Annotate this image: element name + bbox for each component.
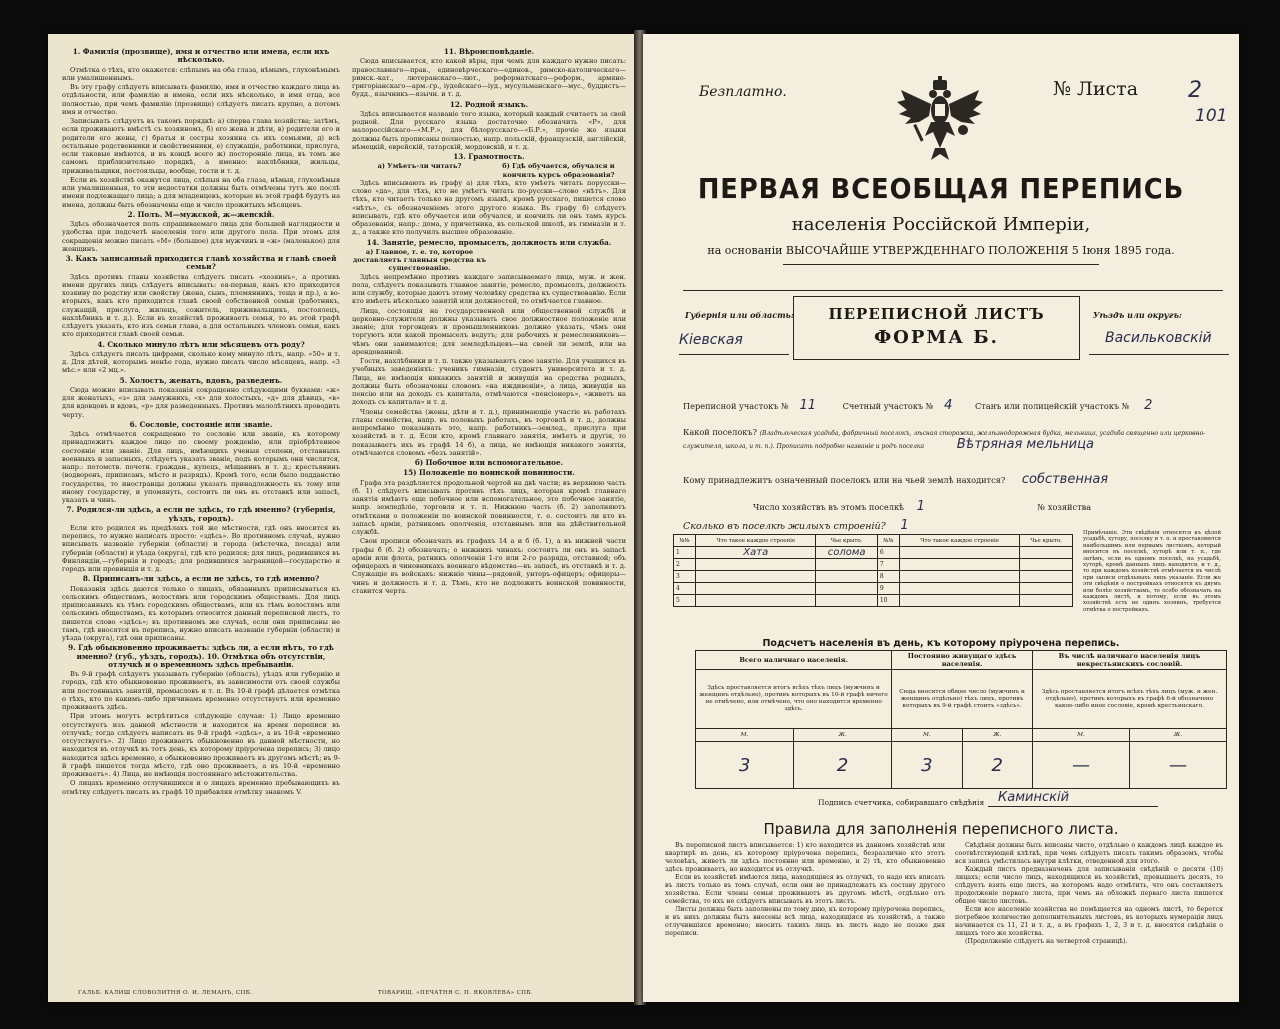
- instructions-column-1: [62, 46, 340, 958]
- census-basis: на основаніи ВЫСОЧАЙШЕ УТВЕРЖДЕННАГО ПОЛОЖЕНІЯ 5 Іюня 1895 года.: [707, 244, 1175, 257]
- count-col-nonpeasant-desc: Здѣсь проставляется итогъ всѣхъ тѣхъ лицъ (муж. и жен. отдѣльно), противъ которыхъ въ графѣ 6-й обозначено какое-либо иное сословіе, кромѣ крестьянскаго.: [1032, 670, 1226, 729]
- census-district-line: Переписной участокъ № 11 Счетный участокъ № 4 Станъ или полицейскій участокъ № 2: [683, 398, 1153, 413]
- buildings-empty-cell: [1020, 559, 1073, 571]
- rules-paragraph: Если все населеніе хозяйства не помѣщается на одномъ листѣ, то берется потребное количество дополнительныхъ листовъ, въ которыхъ нумерація лицъ начинается съ 11, 21 и т. д., а въ графахъ 1, 2, 3 и т. д. вносятся свѣдѣнія о лицахъ того же хозяйства.: [955, 906, 1223, 937]
- census-subtitle: населенія Россійской Имперіи,: [791, 214, 1091, 235]
- building-roof-hw: [816, 559, 877, 571]
- households-count-line: Число хозяйствъ въ этомъ поселкѣ 1 № хозяйства: [753, 499, 1092, 514]
- rules-paragraph: Въ переписной листъ вписывается: 1) кто находится въ данномъ хозяйствѣ или квартирѣ въ день, къ которому пріурочена перепись, безразлично кто этотъ человѣкъ, живетъ ли здѣсь постоянно или временно, и 2) тѣ, кто обыкновенно здѣсь проживаетъ, но находится въ отлучкѣ.: [665, 842, 945, 873]
- instruction-heading: 6. Сословіе, состояніе или званіе.: [129, 419, 273, 429]
- sheet-extra-handwritten: 101: [1195, 106, 1228, 126]
- settlement-type-hw: Вѣтряная мельница: [956, 437, 1094, 452]
- buildings-empty-cell: [899, 583, 1019, 595]
- uezd-label: Уѣздъ или округъ:: [1093, 310, 1182, 320]
- mf-label: М.: [696, 729, 794, 742]
- instruction-paragraph: Здѣсь противъ главы хозяйства слѣдуетъ писать «хозяинъ», а противъ имени другихъ лицъ слѣдуетъ вписывать: ея-первыя, какъ кто приходится хозяину по родству или свойству (жена, сынъ, племянникъ, теща и пр.), а во-вторыхъ, какъ кто приходится главѣ своей собственной семьи (работникъ, служащій, прислуга, жилецъ, сожитель, приживальщикъ, постоялецъ, нахлѣбникъ и т. д.). Если въ хозяйствѣ проживаетъ семья, то въ этой графѣ слѣдуетъ указать, кто изъ семьи глава, а для остальныхъ членовъ семьи, какъ кто приходится главѣ своей семьи.: [62, 272, 340, 339]
- building-roof-hw: [816, 583, 877, 595]
- building-type-hw: [696, 595, 816, 607]
- building-number: 2: [674, 559, 696, 571]
- instruction-paragraph: Здѣсь обозначается полъ спрашиваемаго лица для большей наглядности и удобства при подсчетѣ населенія того или другого пола. При этомъ для сокращенія можно писать «М» (большое) для мужчинъ и «ж» (маленькое) для женщинъ.: [62, 220, 340, 253]
- building-number: 5: [674, 595, 696, 607]
- count-value-nonpeasant-f: —: [1129, 742, 1226, 789]
- building-number: 6: [877, 547, 899, 559]
- count-col-resident-head: Постоянно живущаго здѣсь населенія.: [892, 651, 1033, 670]
- enumerator-signature-label: Подпись счетчика, собиравшаго свѣдѣнія: [818, 798, 985, 807]
- buildings-row: [674, 559, 1073, 571]
- building-number: 4: [674, 583, 696, 595]
- rules-paragraph: Свѣдѣнія должны быть вписаны чисто, отдѣльно о каждомъ лицѣ каждое въ соотвѣтствующей клѣткѣ, при чемъ слѣдуетъ писать такимъ образомъ, чтобы вся запись умѣстилась внутри клѣтки, отведенной для этого.: [955, 842, 1223, 865]
- census-district-hw: 11: [799, 398, 817, 413]
- owner-line: Кому принадлежитъ означенный поселокъ или на чьей землѣ находится? собственная: [683, 472, 1109, 487]
- instruction-heading: 1. Фамилія (прозвище), имя и отчество или имена, если ихъ нѣсколько.: [72, 47, 330, 65]
- count-value-resident-f: 2: [962, 742, 1032, 789]
- rules-paragraph: Если въ хозяйствѣ имѣются лица, находящіяся въ отлучкѣ, то надо ихъ вписать въ листъ только въ томъ случаѣ, если они не принадлежатъ къ составу другого хозяйства. Если члены семьи проживаютъ въ другомъ мѣстѣ, отдѣльно отъ семейства, то ихъ не слѣдуетъ вписывать въ этотъ листъ.: [665, 874, 945, 905]
- buildings-empty-cell: [1020, 583, 1073, 595]
- instruction-paragraph: Здѣсь слѣдуетъ писать цифрами, сколько кому минуло лѣтъ, напр. «50» и т. д. Для дѣтей, которымъ менѣе года, нужно писать число мѣсяцевъ, напр. «3 мѣс.» или «2 мц.».: [62, 349, 340, 375]
- building-type-hw: [696, 571, 816, 583]
- building-type-hw: Хата: [696, 547, 816, 559]
- buildings-note: Примѣчаніе. Эти свѣдѣнія относятся къ цѣлой усадьбѣ, хутору, поселку и т. п. и проставляются наибольшимъ или первымъ листкомъ, который вносится въ поселкѣ, хуторѣ или т. п., где затѣмъ, если въ одномъ поселкѣ, на усадьбѣ, хуторѣ, кромѣ данныхъ лицъ находится, и т. д., то при каждомъ хозяйствѣ отмѣчается въ числѣ при записи отдѣльныхъ лицъ указаніе. Если же эти свѣдѣнія о постройкахъ относятся къ двумъ или болѣе хозяйствамъ, то особо обозначать на каждомъ листѣ, и потому, если въ этомъ хозяйствѣ есть не одинъ хозяинъ, требуется отмѣтка о постройкахъ.: [1083, 530, 1221, 613]
- population-count-table: [695, 650, 1227, 789]
- instruction-paragraph: Сюда вписывается, кто какой вѣры, при чемъ для каждаго нужно писать: православнаго—прав., единовѣрческаго—единов., римско-католическаго—римск.-кат., лютеранскаго—лют., реформатскаго—реформ., армяно-григоріанскаго—арм.-гр., іудейскаго—іуд., мусульманскаго—мус., буддистъ—будд., язычникъ—язычн. и т. д.: [352, 57, 626, 99]
- instruction-paragraph: О лицахъ временно отлучившихся и о лицахъ временно пребывающихъ въ отмѣтку слѣдуетъ писать въ графѣ 10 прибавляя отмѣтку знакомъ V.: [62, 779, 340, 796]
- instruction-paragraph: Въ эту графу слѣдуетъ вписывать фамилію, имя и отчество каждаго лица въ отдѣльности, или фамилію и имена, если ихъ нѣсколько, и имя отца, все полностью, при чемъ фамилію (прозвище) слѣдуетъ писать крупно, а потомъ имя и отчество.: [62, 83, 340, 116]
- police-district-hw: 2: [1144, 398, 1153, 413]
- right-page: [643, 34, 1239, 1002]
- building-roof-hw: [816, 595, 877, 607]
- count-value-resident-m: 3: [892, 742, 962, 789]
- mf-label: Ж.: [962, 729, 1032, 742]
- building-number: 9: [877, 583, 899, 595]
- count-value-total-f: 2: [794, 742, 892, 789]
- instruction-paragraph: Графа эта раздѣляется продольной чертой на двѣ части; въ верхнюю часть (б. 1) слѣдуетъ вписывать противъ тѣхъ лицъ, которыя кромѣ главнаго занятія имѣютъ еще побочное или вспомогательное, это побочное занятіе, напр. земледѣліе, торговля и т. п. Нижнюю часть (б. 2) заполняютъ отмѣтками о положеніи по воинской повинности, т. е. состоитъ ли кто въ запасѣ арміи, ратникомъ ополченія, отставнымъ или на дѣйствительной службѣ.: [352, 478, 626, 536]
- left-page: [48, 34, 636, 1002]
- free-label: Безплатно.: [699, 84, 787, 100]
- instruction-heading: 15) Положеніе по воинской повинности.: [403, 468, 575, 478]
- instruction-heading: 7. Родился-ли здѣсь, а если не здѣсь, то гдѣ именно? (губернія, уѣздъ, городъ).: [66, 505, 336, 523]
- imperial-eagle-emblem: [895, 76, 985, 166]
- guberniya-label: Губернія или область:: [685, 310, 794, 320]
- mf-label: М.: [892, 729, 962, 742]
- building-type-hw: [696, 559, 816, 571]
- instruction-paragraph: Сюда можно вписывать показанія сокращенно слѣдующими буквами: «ж» для женатыхъ, «з» для замужнихъ, «х» для холостыхъ, «д» для дѣвицъ, «в» для вдовцовъ и вдовъ, «р» для разведенныхъ. Противъ малолѣтнихъ проводить черту.: [62, 385, 340, 419]
- buildings-empty-cell: [1020, 595, 1073, 607]
- buildings-empty-cell: [899, 547, 1019, 559]
- printer-imprint-right: ТОВАРИЩ. «ПЕЧАТНЯ С. П. ЯКОВЛЕВА» СПБ.: [378, 990, 534, 996]
- uezd-handwritten: Васильковскiй: [1105, 330, 1212, 346]
- owner-hw: собственная: [1021, 472, 1109, 487]
- buildings-empty-cell: [1020, 547, 1073, 559]
- instruction-paragraph: Если въ хозяйствѣ окажутся лица, слѣпыя на оба глаза, нѣмыя, глухонѣмыя или умалишенныя, то эти недостатки должны быть отмѣчены тутъ же послѣ имени подлежащаго лица; а для младенцевъ, которые въ этой графѣ будутъ на имена, должны быть обозначены еще и число прожитыхъ мѣсяцевъ.: [62, 175, 340, 209]
- building-number: 10: [877, 595, 899, 607]
- mf-label: М.: [1032, 729, 1129, 742]
- buildings-row: [674, 571, 1073, 583]
- building-roof-hw: солома: [816, 547, 877, 559]
- instruction-paragraph: Гости, нахлѣбники и т. п. также указываютъ свое занятіе. Для учащихся въ учебныхъ заведеніяхъ: ученикъ гимназіи, студентъ университета и т. д. Лица, не имѣющія никакихъ занятій и живущія на средства родныхъ, должны быть обозначены словомъ «на иждивеніи», а лица, живущія на пенсію или на доходъ съ капитала, отмѣчаются «пенсіонеръ», «живетъ на доходъ съ капитала» и т. д.: [352, 357, 626, 407]
- enumerator-signature-hw: Каминскiй: [998, 790, 1070, 805]
- count-value-nonpeasant-m: —: [1032, 742, 1129, 789]
- instruction-heading: 12. Родной языкъ.: [449, 99, 529, 109]
- rules-column-2: [955, 842, 1223, 990]
- buildings-empty-cell: [899, 595, 1019, 607]
- count-col-total-head: Всего наличнаго населенія.: [696, 651, 892, 670]
- instruction-paragraph: Лица, состоящія на государственной или общественной службѣ и церковно-служители должны указывать свое должностное положеніе или званіе; для торговцевъ и промышленниковъ должно указать, чѣмъ они торгуютъ или какой промыселъ ведутъ; для рабочихъ и ремесленниковъ—чѣмъ они занимаются; для земледѣльцевъ—на своей ли землѣ, или на арендованной.: [352, 306, 626, 356]
- instruction-heading: 11. Вѣроисповѣданіе.: [443, 47, 535, 56]
- buildings-empty-cell: [899, 571, 1019, 583]
- rules-paragraph: Листы должны быть заполнены по тому дню, къ которому пріурочена перепись, и въ нихъ должны быть внесены всѣ лица, находящіяся въ хозяйствѣ, а также отлучившіяся временно; вносить такихъ лицъ въ листъ надо не позже дня переписи.: [665, 906, 945, 937]
- instruction-heading: 14. Занятіе, ремесло, промыселъ, должность или служба.: [366, 237, 612, 247]
- building-roof-hw: [816, 571, 877, 583]
- buildings-row: [674, 583, 1073, 595]
- instruction-paragraph: Здѣсь непремѣнно противъ каждаго записываемаго лица, муж. и жен. пола, слѣдуетъ показывать главное занятіе, ремесло, промыселъ, должность или службу, которые даютъ этому человѣку средства къ существованію. Если кто имѣетъ нѣсколько занятій или должностей, то отмѣчается главное.: [352, 272, 626, 306]
- buildings-table: №№ Что такое каждое строеніе Чье крыто. №№ Что такое каждое строеніе Чье крыто. 1 Хата солома 6 2 7 3 8 4 9 5 10: [673, 534, 1073, 607]
- rules-title: Правила для заполненія переписного листа.: [763, 820, 1119, 838]
- instruction-heading: 4. Сколько минуло лѣтъ или мѣсяцевъ отъ роду?: [97, 339, 305, 349]
- rules-paragraph: Каждый листъ предназначенъ для записыванія свѣдѣній о десяти (10) лицахъ; если число лицъ, находящихся въ хозяйствѣ, превышаетъ десять, то слѣдуетъ взять еще листъ, на которомъ надо отмѣтить, что онъ составляетъ продолженіе перваго листа, при чемъ на обложкѣ перваго листа пишется общее число листовъ.: [955, 866, 1223, 905]
- count-value-total-m: 3: [696, 742, 794, 789]
- instruction-heading: 13. Грамотность.: [453, 152, 525, 161]
- buildings-empty-cell: [1020, 571, 1073, 583]
- buildings-empty-cell: [899, 559, 1019, 571]
- mf-label: Ж.: [794, 729, 892, 742]
- building-number: 8: [877, 571, 899, 583]
- instruction-paragraph: Записывать слѣдуетъ въ такомъ порядкѣ: а) сперва глава хозяйства; затѣмъ, если проживаютъ вмѣстѣ съ хозяиномъ, б) его жена и дѣти, в) родители его и родители его жены, г) братья и сестры хозяина съ ихъ семьями, д) всѣ остальные родственники и свойственники, е) служащіе, работники, прислуга, если таковые имѣются, и въ концѣ всего ж) посторонніе лица, въ томъ же самомъ приблизительно порядкѣ, а именно: нахлѣбники, жильцы, приживальщики, постояльцы, вообще, гости и т. д.: [62, 117, 340, 175]
- sheet-number-label: № Листа: [1053, 78, 1139, 100]
- mf-label: Ж.: [1129, 729, 1226, 742]
- instruction-paragraph: Если кто родился въ предѣлахъ той же мѣстности, гдѣ онъ вносится въ перепись, то нужно написать просто: «здѣсь». Во противномъ случаѣ, нужно вписывать названіе губерніи (области) и города (мѣстечка, посада) или губерніи (области) и уѣзда (округа), гдѣ кто родился; для лицъ, родившихся въ Финляндіи,—губернія и городъ; для родившихся заграницей—государство и городъ или провинція и т. д.: [62, 523, 340, 573]
- form-name: ФОРМА Б.: [874, 327, 999, 348]
- instruction-subheading: а) Умѣетъ-ли читать? б) Гдѣ обучается, обучался и кончилъ курсъ образованія?: [377, 162, 615, 179]
- instruction-paragraph: Показанія здѣсь даются только о лицахъ, обязанныхъ приписываться къ сельскимъ обществамъ, волостямъ или городскимъ обществамъ. Для лицъ приписанныхъ къ тѣмъ городскимъ обществамъ, или къ тѣмъ волостямъ или сельскимъ обществамъ, къ которымъ относится данный переписной листъ, то пишется слово «здѣсь»; въ противномъ же случаѣ, если они приписаны не тамъ, гдѣ вносятся въ перепись, нужно вписать названіе губерніи (области) и уѣзда (округа), гдѣ они приписаны.: [62, 584, 340, 642]
- buildings-count-hw: 1: [900, 518, 909, 533]
- instruction-heading: б) Побочное или вспомогательное.: [414, 458, 564, 467]
- rules-paragraph: (Продолженіе слѣдуетъ на четвертой страницѣ).: [965, 938, 1128, 945]
- printer-imprint-left: ГАЛЬБ. КАЛИШ СЛОВОЛИТНЯ О. И. ЛЕМАНЪ, СПБ.: [78, 990, 253, 996]
- sheet-number-handwritten: 2: [1188, 78, 1202, 103]
- building-number: 3: [674, 571, 696, 583]
- instruction-paragraph: Свои прописи обозначать въ графахъ 14 а и б (б. 1), а въ нижней части графы б (б. 2) обозначать; о нижнихъ чинахъ: состоитъ ли онъ въ запасѣ арміи или флота, ратникъ ополченія 1-го или 2-го разряда, отставной; объ офицерахъ и чиновникахъ военнаго вѣдомства—въ запасѣ, въ отставкѣ и т. д. Служащіе въ войскахъ: нижніе чины—рядовой, унтеръ-офицеръ; офицеры—чинъ и должность и т. д. Тѣмъ, кто не подлежитъ воинской повинности, ставится черта.: [352, 537, 626, 595]
- guberniya-handwritten: Кiевская: [679, 332, 743, 348]
- instruction-paragraph: При этомъ могутъ встрѣтиться слѣдующіе случаи: 1) Лицо временно отсутствуетъ изъ данной мѣстности и находится на время переписи въ отлучкѣ; тогда слѣдуетъ написать въ 9-й графѣ «здѣсь», а въ 10-й «временно отсутствуетъ». 2) Лицо проживаетъ обыкновенно въ данной мѣстности, но находится въ отлучкѣ въ тотъ день, къ которому пріурочена перепись; 3) лицо находится здѣсь временно, а обыкновенно проживаетъ въ другомъ мѣстѣ; въ 9-й графѣ пишется тогда мѣсто, гдѣ оно проживаетъ, а въ 10-й «временно проживаетъ». 4) Лица, не имѣющія постояннаго мѣстожительства.: [62, 712, 340, 778]
- instruction-heading: 8. Приписанъ-ли здѣсь, а если не здѣсь, то гдѣ именно?: [82, 574, 320, 584]
- instruction-heading: 9. Гдѣ обыкновенно проживаетъ: здѣсь ли, а если нѣтъ, то гдѣ именно? (губ., уѣздъ, городъ). 10. Отмѣтка объ отсутствіи, отлучкѣ и о временномъ здѣсь пребываніи.: [68, 643, 334, 669]
- instruction-paragraph: Здѣсь отмѣчается сокращенно то сословіе или званіе, къ которому принадлежитъ каждое лицо по своему рожденію, или пріобрѣтенное состояніе или званіе. Для лицъ, имѣющихъ ученыя степени, отставныхъ военныхъ и запасныхъ, слѣдуетъ указать званіе, подъ которымъ они числятся, напр.: потомств. почетн. граждан., купецъ, мѣщанинъ и т. д.; крестьянинъ (водворенъ, приписанъ, мѣсто и разрядъ). Кромѣ того, если было подданство государства, то иностранцы должны указать принадлежность къ тому или иному государству, и упомянуть, состоитъ ли онъ въ отставкѣ или запасѣ, указать и чинъ.: [62, 430, 340, 504]
- building-number: 1: [674, 547, 696, 559]
- buildings-row: [674, 547, 1073, 559]
- settlement-type-line: Какой поселокъ? (Владѣльческая усадьба, фабричный поселокъ, лѣсная сторожка, желѣзнодорожная будка, мельница, усадьба священно или церковно-служителя, школа, и т. п.). Прописать подробно названіе и родъ поселка Вѣтряная мельница: [683, 427, 1206, 452]
- instruction-paragraph: Въ 9-й графѣ слѣдуетъ указывать губернію (область), уѣздъ или губернію и городъ, гдѣ кто обыкновенно проживаетъ, въ зависимости отъ своей службы или постоянныхъ занятій, промысловъ и т. п. Въ 10-й графѣ дѣлается отмѣтка о тѣхъ, кто по какимъ-либо причинамъ временно отсутствуетъ или временно проживаетъ здѣсь.: [62, 670, 340, 711]
- instruction-paragraph: Здѣсь вписывають въ графу а) для тѣхъ, кто умѣетъ читать порусски—слово «да», для тѣхъ, кто не умѣетъ читать по-русски—слово «нѣтъ». Для тѣхъ, кто читаетъ только на другомъ языкѣ, кромѣ русскаго, пишется слово «нѣтъ», съ обозначеніемъ этого другого языка. Въ графу б) слѣдуетъ вписывать, гдѣ кто обучается или обучался, и кончилъ ли онъ тамъ курсъ образованія, напр.: дома, у причетника, въ сельской школѣ, въ гимназіи и т. д., а также кто получилъ высшее образованіе.: [352, 178, 626, 237]
- instruction-heading: 2. Полъ. М—мужской, ж—женскій.: [127, 209, 275, 219]
- building-number: 7: [877, 559, 899, 571]
- instruction-paragraph: Члены семейства (жены, дѣти и т. д.), принимающіе участіе въ работахъ главы семейства, напр. въ полевыхъ работахъ, въ торговлѣ и т. д., должны непремѣнно показывать это, напр. работникъ—землед., прислуга при хозяйствѣ и т. д. Если кто, кромѣ главнаго занятія, имѣетъ и другія, то показываетъ ихъ въ графѣ 14 б), а лица, не имѣющія никакого занятія, отмѣчаются словомъ «безъ занятій».: [352, 407, 626, 457]
- households-count-hw: 1: [916, 499, 925, 514]
- form-box: [793, 296, 1080, 360]
- form-title: ПЕРЕПИСНОЙ ЛИСТЪ: [828, 305, 1045, 323]
- instruction-subheading: а) Главное, т. е. то, которое доставляетъ главныя средства къ существованію.: [352, 247, 487, 273]
- count-col-nonpeasant-head: Въ числѣ наличнаго населенія лицъ некрестьянскихъ сословій.: [1032, 651, 1226, 670]
- population-count-title: Подсчетъ населенія въ день, къ которому пріурочена перепись.: [762, 638, 1120, 649]
- count-district-hw: 4: [944, 398, 953, 413]
- instruction-paragraph: Здѣсь вписывается названіе того языка, который каждый считаетъ за свой родной. Для русскаго языка достаточно обозначить «Р», для малороссійскаго—«М.Р.», для бѣлорусскаго—«Б.Р.», прочіе же языки должны быть прописаны полностью, напр. польскій, французскій, англійскій, нѣмецкій, еврейскій, татарскій, мордовскій, и т. д.: [352, 109, 626, 151]
- count-col-total-desc: Здѣсь проставляется итогъ всѣхъ тѣхъ лицъ (мужчинъ и женщинъ отдѣльно), противъ которыхъ въ 10-й графѣ ничего не отмѣчено, или отмѣчено, что оно находится временно здѣсь.: [696, 670, 892, 729]
- buildings-row: [674, 595, 1073, 607]
- instruction-heading: 5. Холостъ, женатъ, вдовъ, разведенъ.: [119, 375, 283, 385]
- instruction-paragraph: Отмѣтка о тѣхъ, кто окажется: слѣпымъ на оба глаза, нѣмымъ, глухонѣмымъ или умалишеннымъ.: [62, 65, 340, 82]
- census-title: ПЕРВАЯ ВСЕОБЩАЯ ПЕРЕПИСЬ: [697, 172, 1185, 205]
- count-col-resident-desc: Сюда вносится общее число (мужчинъ и женщинъ отдѣльно) тѣхъ лицъ, противъ которыхъ въ 9-й графѣ стоитъ «здѣсь».: [892, 670, 1033, 729]
- building-type-hw: [696, 583, 816, 595]
- rules-column-1: [665, 842, 945, 990]
- instructions-column-2: [352, 46, 626, 958]
- buildings-count-line: Сколько въ поселкѣ жилыхъ строеній? 1: [683, 518, 909, 533]
- instruction-heading: 3. Какъ записанный приходится главѣ хозяйства и главѣ своей семьи?: [65, 254, 337, 272]
